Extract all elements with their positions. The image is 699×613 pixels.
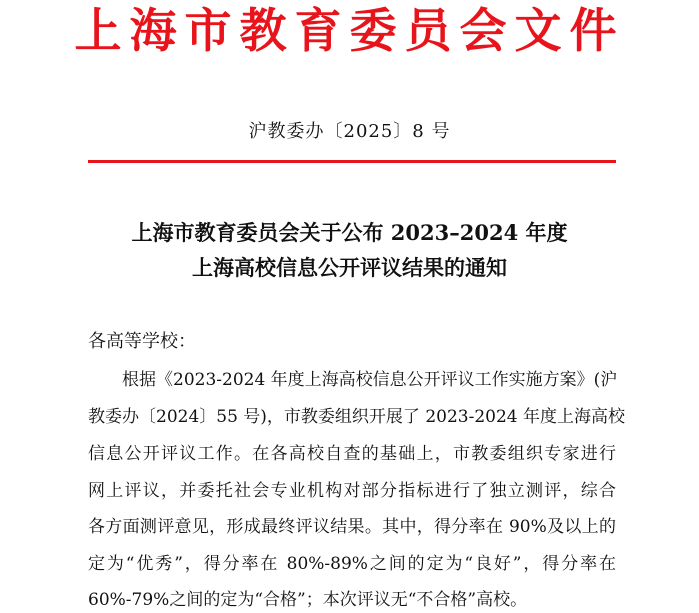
salutation: 各高等学校： <box>88 331 196 352</box>
notice-title-line-1: 上海市教育委员会关于公布 2023–2024 年度 <box>131 220 568 245</box>
body-text-line: 定为“优秀”，得分率在 80%-89%之间的定为“良好”，得分率在 <box>88 554 616 574</box>
red-divider-line <box>88 160 616 163</box>
body-text-line: 60%-79%之间的定为“合格”；本次评议无“不合格”高校。 <box>88 590 528 610</box>
body-text-line: 各方面测评意见，形成最终评议结果。其中，得分率在 90%及以上的 <box>88 517 616 537</box>
body-text-line: 网上评议，并委托社会专业机构对部分指标进行了独立测评，综合 <box>88 481 616 501</box>
body-text-line: 信息公开评议工作。在各高校自查的基础上，市教委组织专家进行 <box>88 444 616 464</box>
body-text-line: 教委办〔2024〕55 号)，市教委组织开展了 2023-2024 年度上海高校 <box>88 407 626 427</box>
document-number: 沪教委办〔2025〕8 号 <box>248 121 451 142</box>
masthead-title: 上海市教育委员会文件 <box>74 4 625 59</box>
body-text-line: 根据《2023-2024 年度上海高校信息公开评议工作实施方案》(沪 <box>122 370 618 390</box>
notice-title-line-2: 上海高校信息公开评议结果的通知 <box>192 255 507 280</box>
